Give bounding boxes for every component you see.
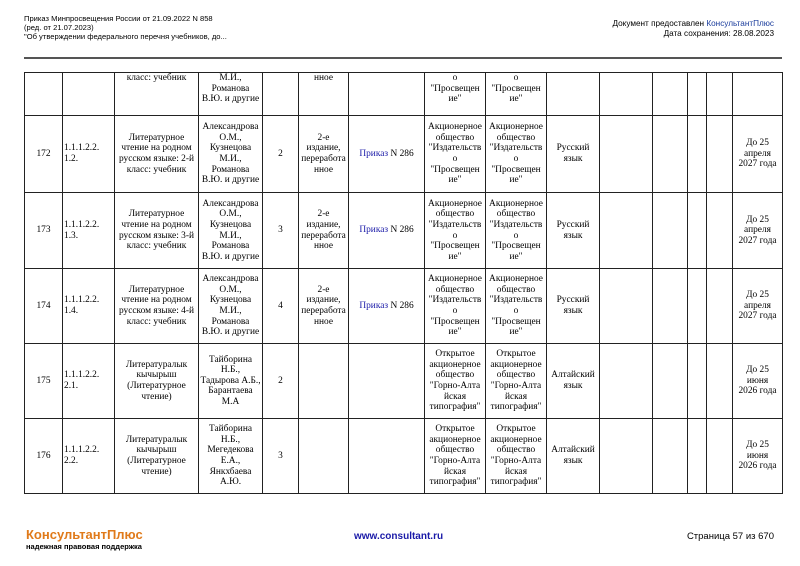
table-cell: Русский язык xyxy=(547,193,600,269)
consultant-logo xyxy=(26,527,143,551)
provider-info xyxy=(612,19,774,39)
table-cell xyxy=(653,419,688,494)
table-cell xyxy=(733,73,783,116)
table-cell: Александрова О.М., Кузнецова М.И., Романова В.Ю. и другие xyxy=(199,116,263,193)
table-row xyxy=(25,116,783,193)
table-cell: Открытое акционерное общество "Горно-Алта йская типография" xyxy=(486,344,547,419)
table-cell xyxy=(653,344,688,419)
order-link[interactable]: Приказ xyxy=(359,148,389,159)
table-cell xyxy=(653,269,688,344)
table-cell: Александрова О.М., Кузнецова М.И., Романова В.Ю. и другие xyxy=(199,193,263,269)
table-cell: 2-е издание, переработа нное xyxy=(299,193,349,269)
table-cell: 2 xyxy=(263,344,299,419)
table-cell: Открытое акционерное общество "Горно-Алта йская типография" xyxy=(425,344,486,419)
table-cell xyxy=(688,419,707,494)
header-divider xyxy=(24,57,782,59)
table-cell xyxy=(707,344,733,419)
table-cell: Открытое акционерное общество "Горно-Алта йская типография" xyxy=(425,419,486,494)
table-cell: Тайборина Н.Б., Мегедекова Е.А., Янкхбаева А.Ю. xyxy=(199,419,263,494)
table-cell: 172 xyxy=(25,116,63,193)
table-cell xyxy=(707,419,733,494)
document-title xyxy=(24,14,227,41)
table-cell: Русский язык xyxy=(547,269,600,344)
table-cell: 1.1.1.2.2. 2.1. xyxy=(63,344,115,419)
table-cell: Акционерное общество "Издательств о "Просвещен ие" xyxy=(486,269,547,344)
table-cell: о "Просвещен ие" xyxy=(425,73,486,116)
table-cell: Литературалык кычырыш (Литературное чтение) xyxy=(115,419,199,494)
table-cell xyxy=(600,419,653,494)
table-cell: Акционерное общество "Издательств о "Просвещен ие" xyxy=(425,193,486,269)
table-cell: 1.1.1.2.2. 2.2. xyxy=(63,419,115,494)
table-row xyxy=(25,73,783,116)
table-cell: Литературное чтение на родном русском языке: 4-й класс: учебник xyxy=(115,269,199,344)
table-cell: о "Просвещен ие" xyxy=(486,73,547,116)
table-cell xyxy=(349,269,425,344)
table-cell: класс: учебник xyxy=(115,73,199,116)
table-cell xyxy=(688,73,707,116)
table-cell: Алтайский язык xyxy=(547,419,600,494)
textbook-table xyxy=(24,72,783,494)
order-link[interactable]: Приказ xyxy=(359,225,389,236)
table-cell: Акционерное общество "Издательств о "Просвещен ие" xyxy=(425,116,486,193)
table-cell xyxy=(600,73,653,116)
table-cell: 2 xyxy=(263,116,299,193)
table-row xyxy=(25,269,783,344)
table-cell: До 25 июня 2026 года xyxy=(733,344,783,419)
order-link[interactable]: Приказ xyxy=(359,300,389,311)
table-cell xyxy=(688,269,707,344)
table-cell xyxy=(299,344,349,419)
table-cell xyxy=(653,193,688,269)
table-cell xyxy=(349,73,425,116)
saved-date: Дата сохранения: 28.08.2023 xyxy=(663,29,774,38)
table-cell: Русский язык xyxy=(547,116,600,193)
table-cell: 2-е издание, переработа нное xyxy=(299,269,349,344)
table-cell xyxy=(688,344,707,419)
doc-title-line: Приказ Минпросвещения России от 21.09.2022 N 858 xyxy=(24,14,213,23)
table-cell: Александрова О.М., Кузнецова М.И., Романова В.Ю. и другие xyxy=(199,269,263,344)
table-cell: Тайборина Н.Б., Тадырова А.Б., Барантаева М.А xyxy=(199,344,263,419)
table-cell: Акционерное общество "Издательств о "Просвещен ие" xyxy=(486,116,547,193)
table-row xyxy=(25,344,783,419)
table-cell xyxy=(707,269,733,344)
table-cell xyxy=(707,116,733,193)
table-cell xyxy=(653,116,688,193)
order-number: N 286 xyxy=(388,300,414,311)
table-cell: 1.1.1.2.2. 1.3. xyxy=(63,193,115,269)
table-row xyxy=(25,193,783,269)
table-cell xyxy=(25,73,63,116)
doc-subject-line: "Об утверждении федерального перечня учебников, до... xyxy=(24,32,227,41)
table-cell: 3 xyxy=(263,193,299,269)
table-cell: До 25 апреля 2027 года xyxy=(733,116,783,193)
table-cell xyxy=(349,193,425,269)
table-cell xyxy=(547,73,600,116)
table-cell xyxy=(600,344,653,419)
footer-url-link[interactable]: www.consultant.ru xyxy=(354,531,444,542)
table-cell: До 25 апреля 2027 года xyxy=(733,269,783,344)
table-cell: 2-е издание, переработа нное xyxy=(299,116,349,193)
footer-brand: КонсультантПлюс xyxy=(26,527,143,542)
table-cell xyxy=(63,73,115,116)
table-cell xyxy=(263,73,299,116)
page-number: Страница 57 из 670 xyxy=(686,531,774,542)
table-cell: Открытое акционерное общество "Горно-Алта йская типография" xyxy=(486,419,547,494)
table-cell xyxy=(600,116,653,193)
table-cell: Литературное чтение на родном русском языке: 3-й класс: учебник xyxy=(115,193,199,269)
order-number: N 286 xyxy=(388,148,414,159)
table-cell xyxy=(688,193,707,269)
table-cell: 174 xyxy=(25,269,63,344)
table-cell xyxy=(707,193,733,269)
provider-brand-link[interactable]: КонсультантПлюс xyxy=(706,19,774,28)
table-cell: Акционерное общество "Издательств о "Просвещен ие" xyxy=(486,193,547,269)
table-cell: До 25 апреля 2027 года xyxy=(733,193,783,269)
table-cell xyxy=(299,419,349,494)
table-cell: 1.1.1.2.2. 1.2. xyxy=(63,116,115,193)
footer-tagline: надежная правовая поддержка xyxy=(26,542,142,551)
table-cell: 4 xyxy=(263,269,299,344)
table-cell xyxy=(600,193,653,269)
table-cell xyxy=(600,269,653,344)
table-cell xyxy=(653,73,688,116)
table-cell: До 25 июня 2026 года xyxy=(733,419,783,494)
table-cell xyxy=(707,73,733,116)
table-cell xyxy=(349,419,425,494)
table-cell: М.И., Романова В.Ю. и другие xyxy=(199,73,263,116)
table-cell xyxy=(688,116,707,193)
table-cell: нное xyxy=(299,73,349,116)
table-cell: Алтайский язык xyxy=(547,344,600,419)
table-cell: 1.1.1.2.2. 1.4. xyxy=(63,269,115,344)
table-cell: Литературное чтение на родном русском языке: 2-й класс: учебник xyxy=(115,116,199,193)
provided-prefix: Документ предоставлен xyxy=(612,19,707,28)
table-cell xyxy=(349,116,425,193)
table-row xyxy=(25,419,783,494)
table-cell: 175 xyxy=(25,344,63,419)
order-number: N 286 xyxy=(388,225,414,236)
table-cell: Литературалык кычырыш (Литературное чтение) xyxy=(115,344,199,419)
table-cell: 173 xyxy=(25,193,63,269)
table-cell: 176 xyxy=(25,419,63,494)
table-cell: 3 xyxy=(263,419,299,494)
doc-edition-line: (ред. от 21.07.2023) xyxy=(24,23,94,32)
table-cell: Акционерное общество "Издательств о "Просвещен ие" xyxy=(425,269,486,344)
table-cell xyxy=(349,344,425,419)
